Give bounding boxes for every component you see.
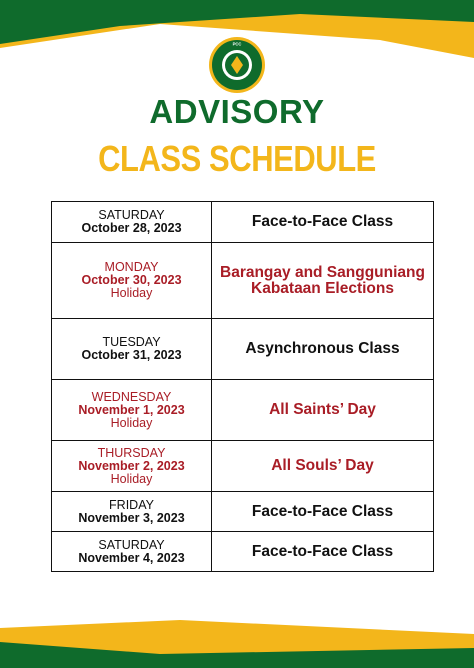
bottom-banner-decoration [0, 598, 474, 668]
schedule-row [52, 492, 433, 532]
event-cell: Face-to-Face Class [251, 213, 394, 230]
title-class-schedule: CLASS SCHEDULE [98, 138, 376, 179]
day-name: THURSDAY [97, 445, 166, 460]
day-name: SATURDAY [98, 208, 165, 222]
event-cell: All Saints’ Day [269, 401, 376, 418]
holiday-note: Holiday [110, 286, 153, 300]
date-cell [52, 202, 212, 242]
title-advisory: ADVISORY [149, 93, 325, 130]
event-cell: Asynchronous Class [245, 340, 400, 357]
schedule-row [52, 380, 433, 441]
schedule-row [52, 319, 433, 380]
date-cell [52, 319, 212, 379]
svg-text:PCC: PCC [232, 41, 242, 47]
date-text: November 2, 2023 [78, 458, 185, 473]
date-text: October 30, 2023 [81, 273, 182, 287]
date-cell [52, 441, 212, 491]
date-cell [52, 532, 212, 571]
date-cell [52, 492, 212, 531]
date-text: November 3, 2023 [78, 510, 185, 525]
event-cell: All Souls’ Day [271, 457, 374, 474]
college-seal-logo [208, 36, 266, 94]
day-name: FRIDAY [109, 497, 154, 512]
date-cell [52, 380, 212, 440]
schedule-row [52, 441, 433, 492]
day-name: TUESDAY [102, 335, 161, 349]
event-cell: Barangay and Sangguniang Kabataan Elections [220, 263, 425, 297]
date-text: November 4, 2023 [78, 550, 185, 565]
holiday-note: Holiday [110, 471, 153, 486]
day-name: WEDNESDAY [91, 389, 172, 404]
day-name: MONDAY [104, 260, 159, 274]
schedule-row [52, 532, 433, 571]
schedule-table [51, 201, 434, 572]
event-cell: Face-to-Face Class [251, 502, 394, 520]
date-cell [52, 243, 212, 318]
day-name: SATURDAY [98, 537, 165, 552]
holiday-note: Holiday [110, 415, 153, 430]
date-text: October 31, 2023 [81, 348, 182, 362]
schedule-row [52, 243, 433, 319]
date-text: November 1, 2023 [78, 402, 185, 417]
schedule-row [52, 202, 433, 243]
event-cell: Face-to-Face Class [251, 542, 394, 560]
date-text: October 28, 2023 [81, 221, 182, 235]
